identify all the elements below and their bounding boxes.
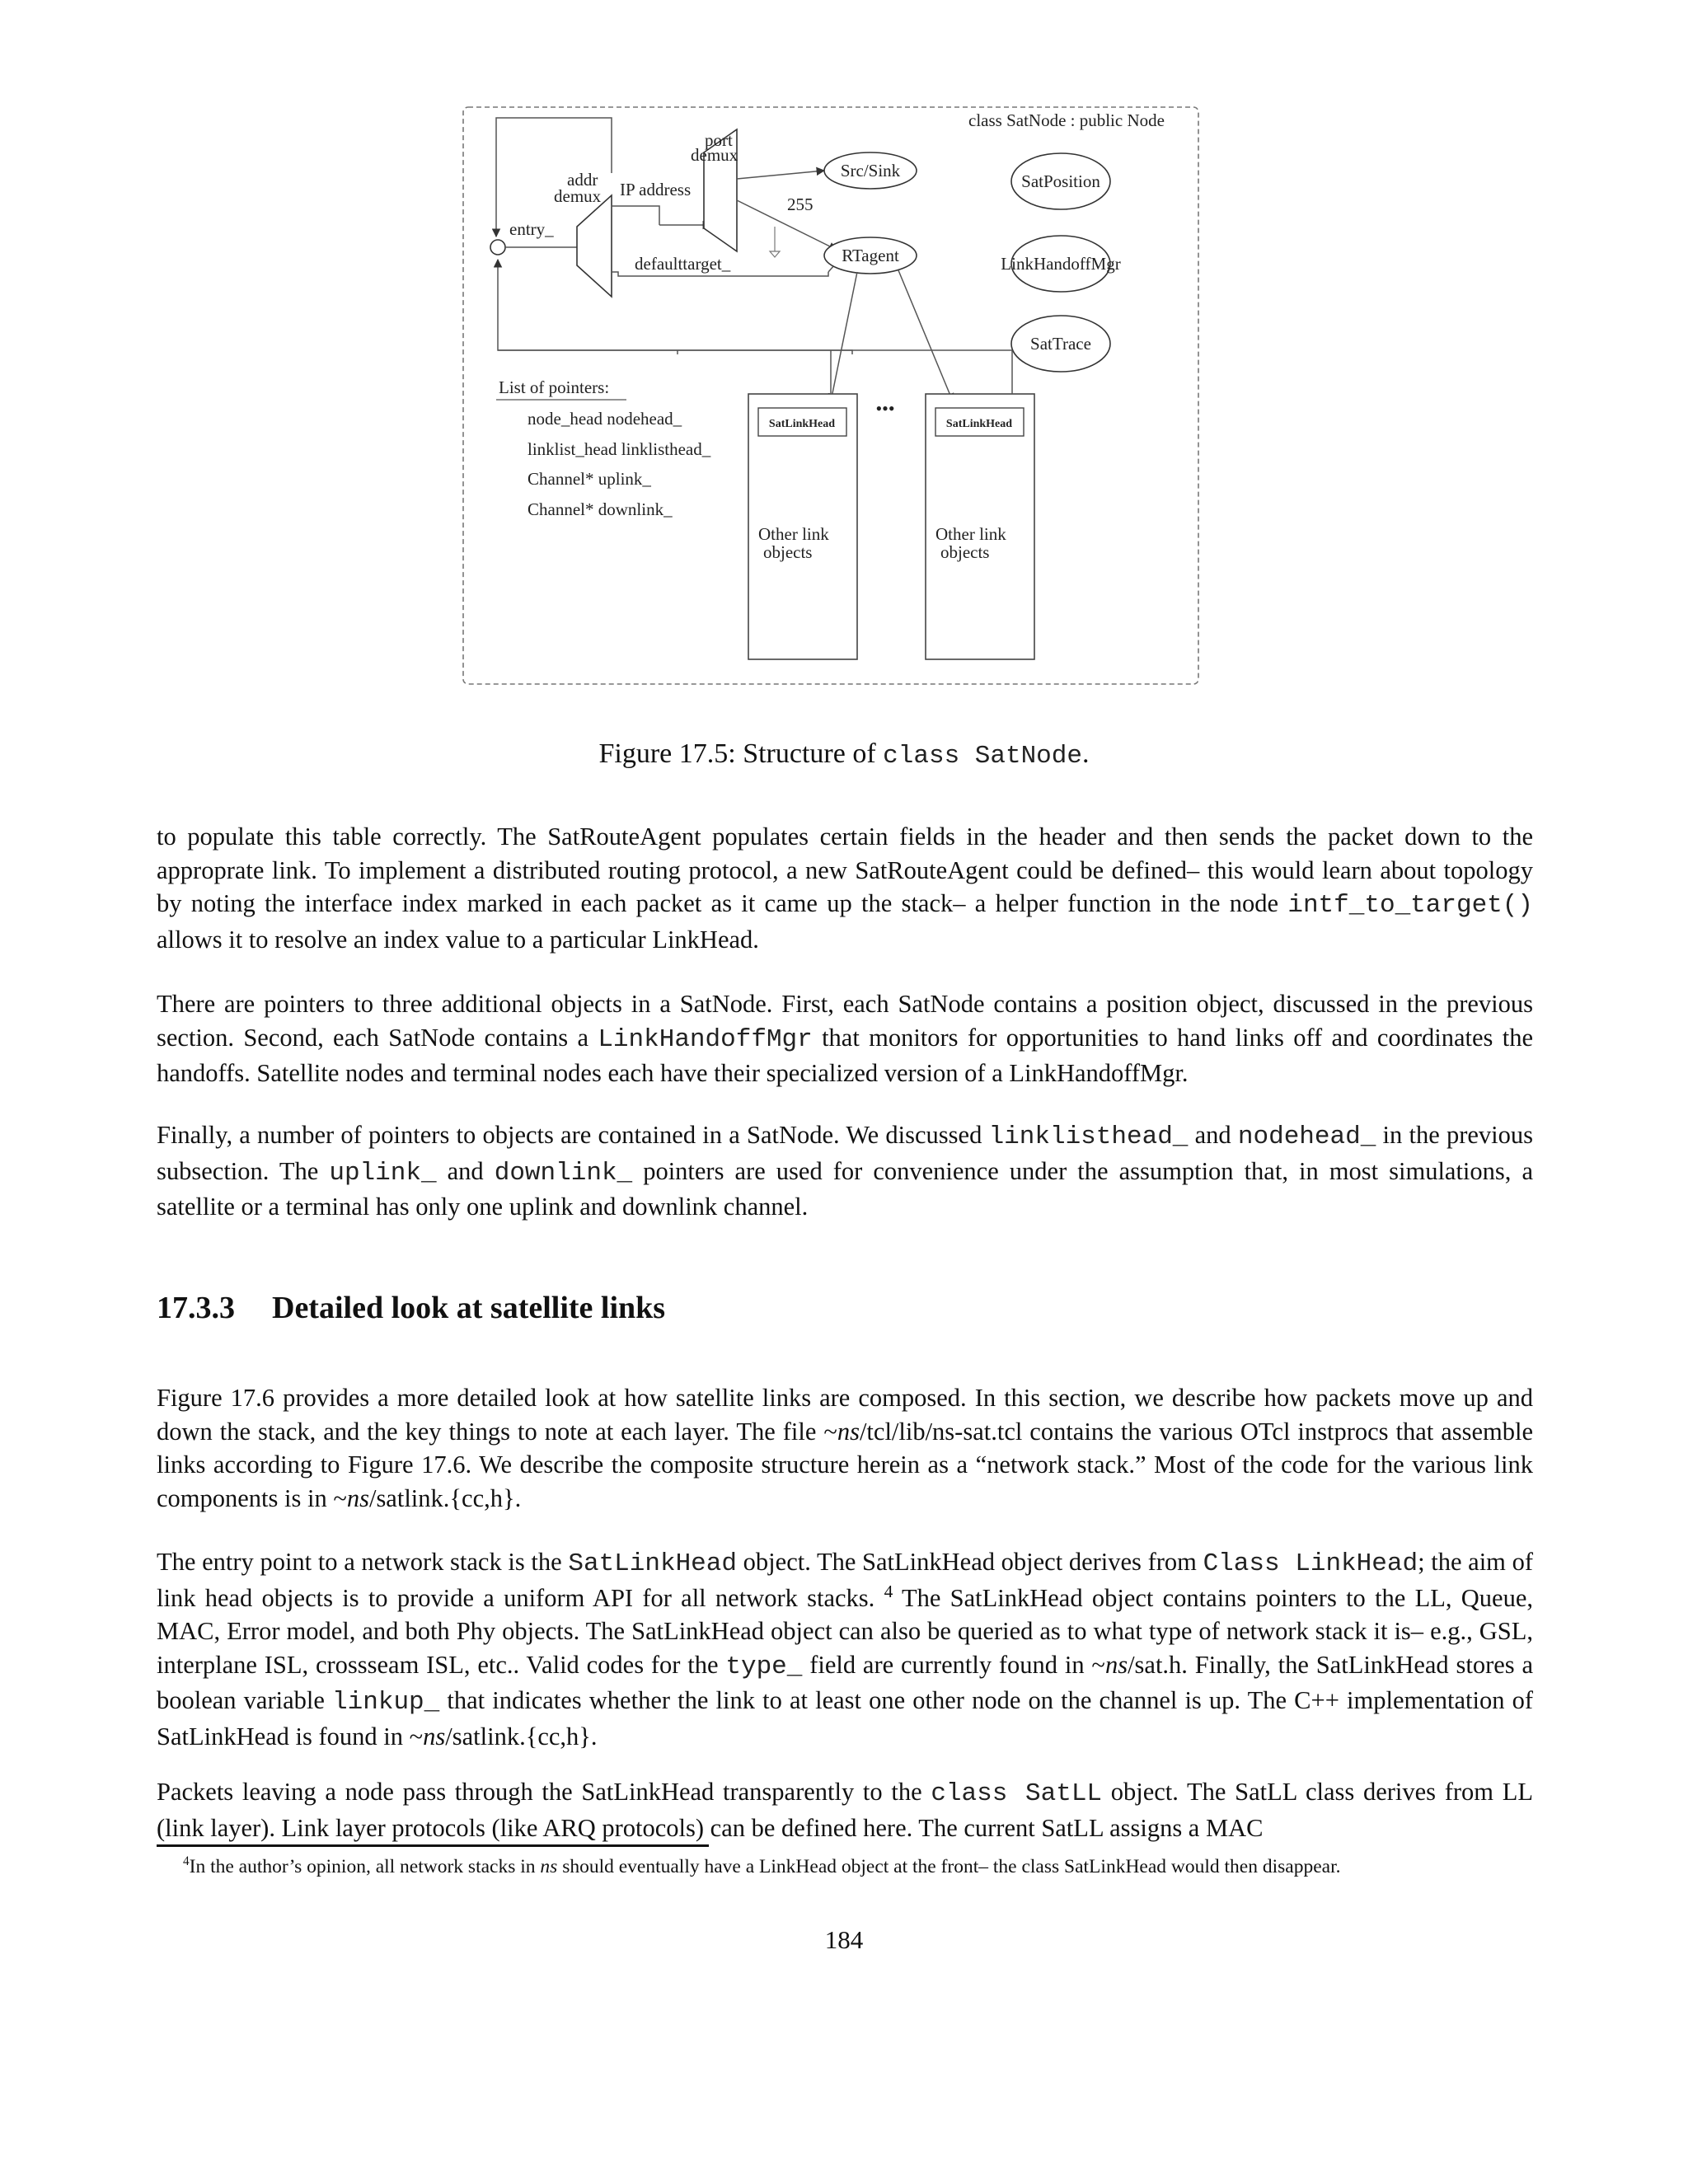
src-sink-label: Src/Sink: [840, 161, 901, 180]
paragraph-5: The entry point to a network stack is the SatLinkHead object. The SatLinkHead object derives from Class LinkHead; the aim of link head objects is to provide a uniform API for all network stacks. $^4$ The SatLinkHead object contains pointers to the LL, Queue, MAC, Error model, and both Phy objects. The SatLinkHead object can also be queried as to what type of network stack it is– e.g., GSL, interplane ISL, crossseam ISL, etc.. Valid codes for the type_ field are currently found in ~ns/sat.h. Finally, the SatLinkHead stores a boolean variable linkup_ that indicates whether the link to at least one other node on the channel is up. The C++ implementation of SatLinkHead is found in ~ns/satlink.{cc,h}.: [157, 1548, 1534, 1750]
paragraph-6: Packets leaving a node pass through the SatLinkHead transparently to the class SatLL object. The SatLL class derives from LL (link layer). Link layer protocols (like ARQ protocols) can be defined here. The current SatLL assigns a MAC: [157, 1778, 1533, 1842]
port-demux-label: demux: [691, 145, 738, 165]
other-link-2-line1: Other link: [935, 524, 1006, 544]
satnode-diagram: [462, 103, 1203, 696]
defaulttarget-label: defaulttarget_: [635, 254, 731, 274]
sat-link-head-1-label: SatLinkHead: [768, 418, 836, 430]
section-heading: [157, 1290, 665, 1326]
pointer-item: Channel* downlink_: [528, 499, 673, 519]
figure-satnode-structure: [462, 103, 1203, 696]
entry-point: [490, 240, 505, 255]
footnote-rule: [157, 1844, 709, 1847]
link-handoff-mgr-label: LinkHandoffMgr: [1001, 254, 1121, 274]
sat-trace-label: SatTrace: [1030, 334, 1091, 354]
paragraph-2: There are pointers to three additional objects in a SatNode. First, each SatNode contains a position object, discussed in the previous section. Second, each SatNode contains a LinkHandoffMgr that monitors for opportunities to hand links off and coordinates the handoffs. Satellite nodes and terminal nodes each have their specialized version of a LinkHandoffMgr.: [157, 990, 1533, 1087]
port-255-label: 255: [787, 194, 814, 214]
pointers-title: List of pointers:: [499, 377, 610, 397]
pointer-item: linklist_head linklisthead_: [528, 439, 711, 459]
paragraph-1: to populate this table correctly. The SatRouteAgent populates certain fields in the header and then sends the packet down to the approprate link. To implement a distributed routing protocol, a new SatRouteAgent could be defined– this would learn about topology by noting the interface index marked in each packet as it came up the stack– a helper function in the node intf_to_target() allows it to resolve an index value to a particular LinkHead.: [157, 823, 1533, 954]
addr-label: addr: [567, 170, 598, 190]
addr-demux: [577, 195, 612, 297]
other-link-1-line1: Other link: [758, 524, 829, 544]
section-title: Detailed look at satellite links: [272, 1291, 666, 1325]
class-label: class SatNode : public Node: [968, 110, 1165, 130]
more-links-ellipsis: •••: [875, 398, 895, 419]
page-number: 184: [824, 1925, 864, 1954]
pointer-item: node_head nodehead_: [528, 409, 682, 429]
port-label: port: [705, 130, 733, 150]
sat-position-label: SatPosition: [1021, 171, 1100, 191]
entry-label: entry_: [509, 219, 554, 239]
addr-demux-label: demux: [554, 186, 602, 206]
other-link-1-line2: objects: [763, 542, 813, 562]
paragraph-3: Finally, a number of pointers to objects are contained in a SatNode. We discussed linklisthead_ and nodehead_ in the previous subsection. The uplink_ and downlink_ pointers are used for convenience under the assumption that, in most simulations, a satellite or a terminal has only one uplink and downlink channel.: [157, 1121, 1534, 1221]
footnote-mark: 4: [183, 1854, 190, 1869]
footnote: $^4$In the author’s opinion, all network stacks in ns should eventually have a LinkHead object at the front– the class SatLinkHead would then disappear.: [183, 1854, 1341, 1877]
figure-caption: Figure 17.5: Structure of class SatNode.: [598, 738, 1090, 771]
sat-link-head-2-label: SatLinkHead: [945, 418, 1013, 430]
section-number: 17.3.3: [157, 1291, 235, 1325]
other-link-2-line2: objects: [940, 542, 990, 562]
rtagent-label: RTagent: [842, 246, 899, 265]
paragraph-4: Figure 17.6 provides a more detailed look at how satellite links are composed. In this section, we describe how packets move up and down the stack, and the key things to note at each layer. The file ~ns/tcl/lib/ns-sat.tcl contains the various OTcl instprocs that assemble links according to Figure 17.6. We describe the composite structure herein as a “network stack.” Most of the code for the various link components is in ~ns/satlink.{cc,h}.: [157, 1384, 1534, 1512]
pointer-item: Channel* uplink_: [528, 469, 651, 489]
footnote-reference[interactable]: 4: [884, 1581, 893, 1601]
ip-address-label: IP address: [620, 180, 692, 199]
